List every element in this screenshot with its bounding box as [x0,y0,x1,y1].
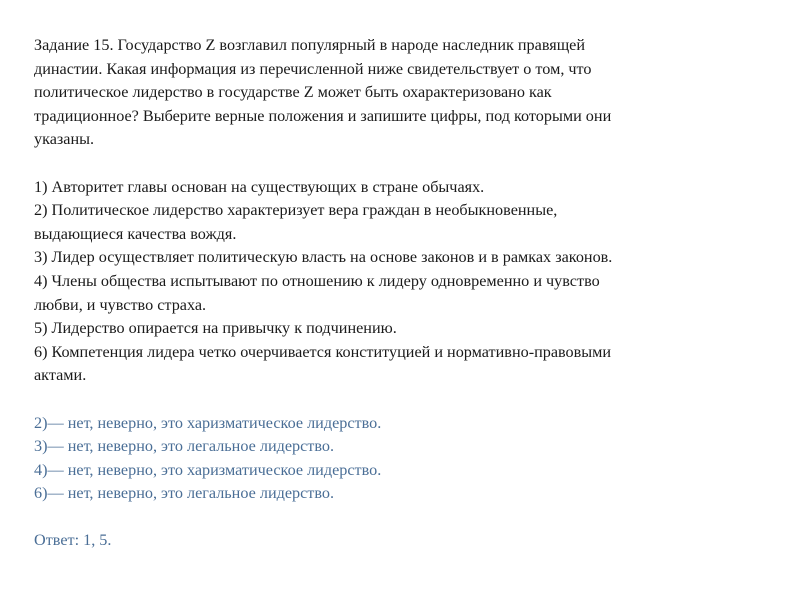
spacer [34,506,770,530]
answer-text: Ответ: 1, 5. [34,531,112,550]
explanation-line: 3)— нет, неверно, это легальное лидерство. [34,437,335,456]
answer-block [34,529,770,553]
explanation-line: 6)— нет, неверно, это легальное лидерство. [34,484,335,503]
explanation-line: 2)— нет, неверно, это харизматическое лидерство. [34,413,382,432]
spacer [34,388,770,412]
task-line: династии. Какая информация из перечисленной ниже свидетельствует о том, что [34,59,592,78]
explanation-line: 4)— нет, неверно, это харизматическое лидерство. [34,460,382,479]
option-line: актами. [34,366,87,385]
option-line: 2) Политическое лидерство характеризует вера граждан в необыкновенные, [34,201,558,220]
task-line: традиционное? Выберите верные положения и запишите цифры, под которыми они [34,106,612,125]
task-statement [34,34,770,152]
option-line: выдающиеся качества вождя. [34,224,237,243]
spacer [34,152,770,176]
task-line: политическое лидерство в государстве Z может быть охарактеризовано как [34,83,552,102]
explanations-list [34,412,770,506]
option-line: 1) Авторитет главы основан на существующих в стране обычаях. [34,177,485,196]
task-line: указаны. [34,130,95,149]
option-line: любви, и чувство страха. [34,295,207,314]
option-line: 4) Члены общества испытывают по отношению к лидеру одновременно и чувство [34,271,600,290]
option-line: 3) Лидер осуществляет политическую власть на основе законов и в рамках законов. [34,248,613,267]
options-list [34,176,770,388]
option-line: 5) Лидерство опирается на привычку к подчинению. [34,319,397,338]
option-line: 6) Компетенция лидера четко очерчивается конституцией и нормативно-правовыми [34,342,612,361]
task-line: Задание 15. Государство Z возглавил популярный в народе наследник правящей [34,36,586,54]
